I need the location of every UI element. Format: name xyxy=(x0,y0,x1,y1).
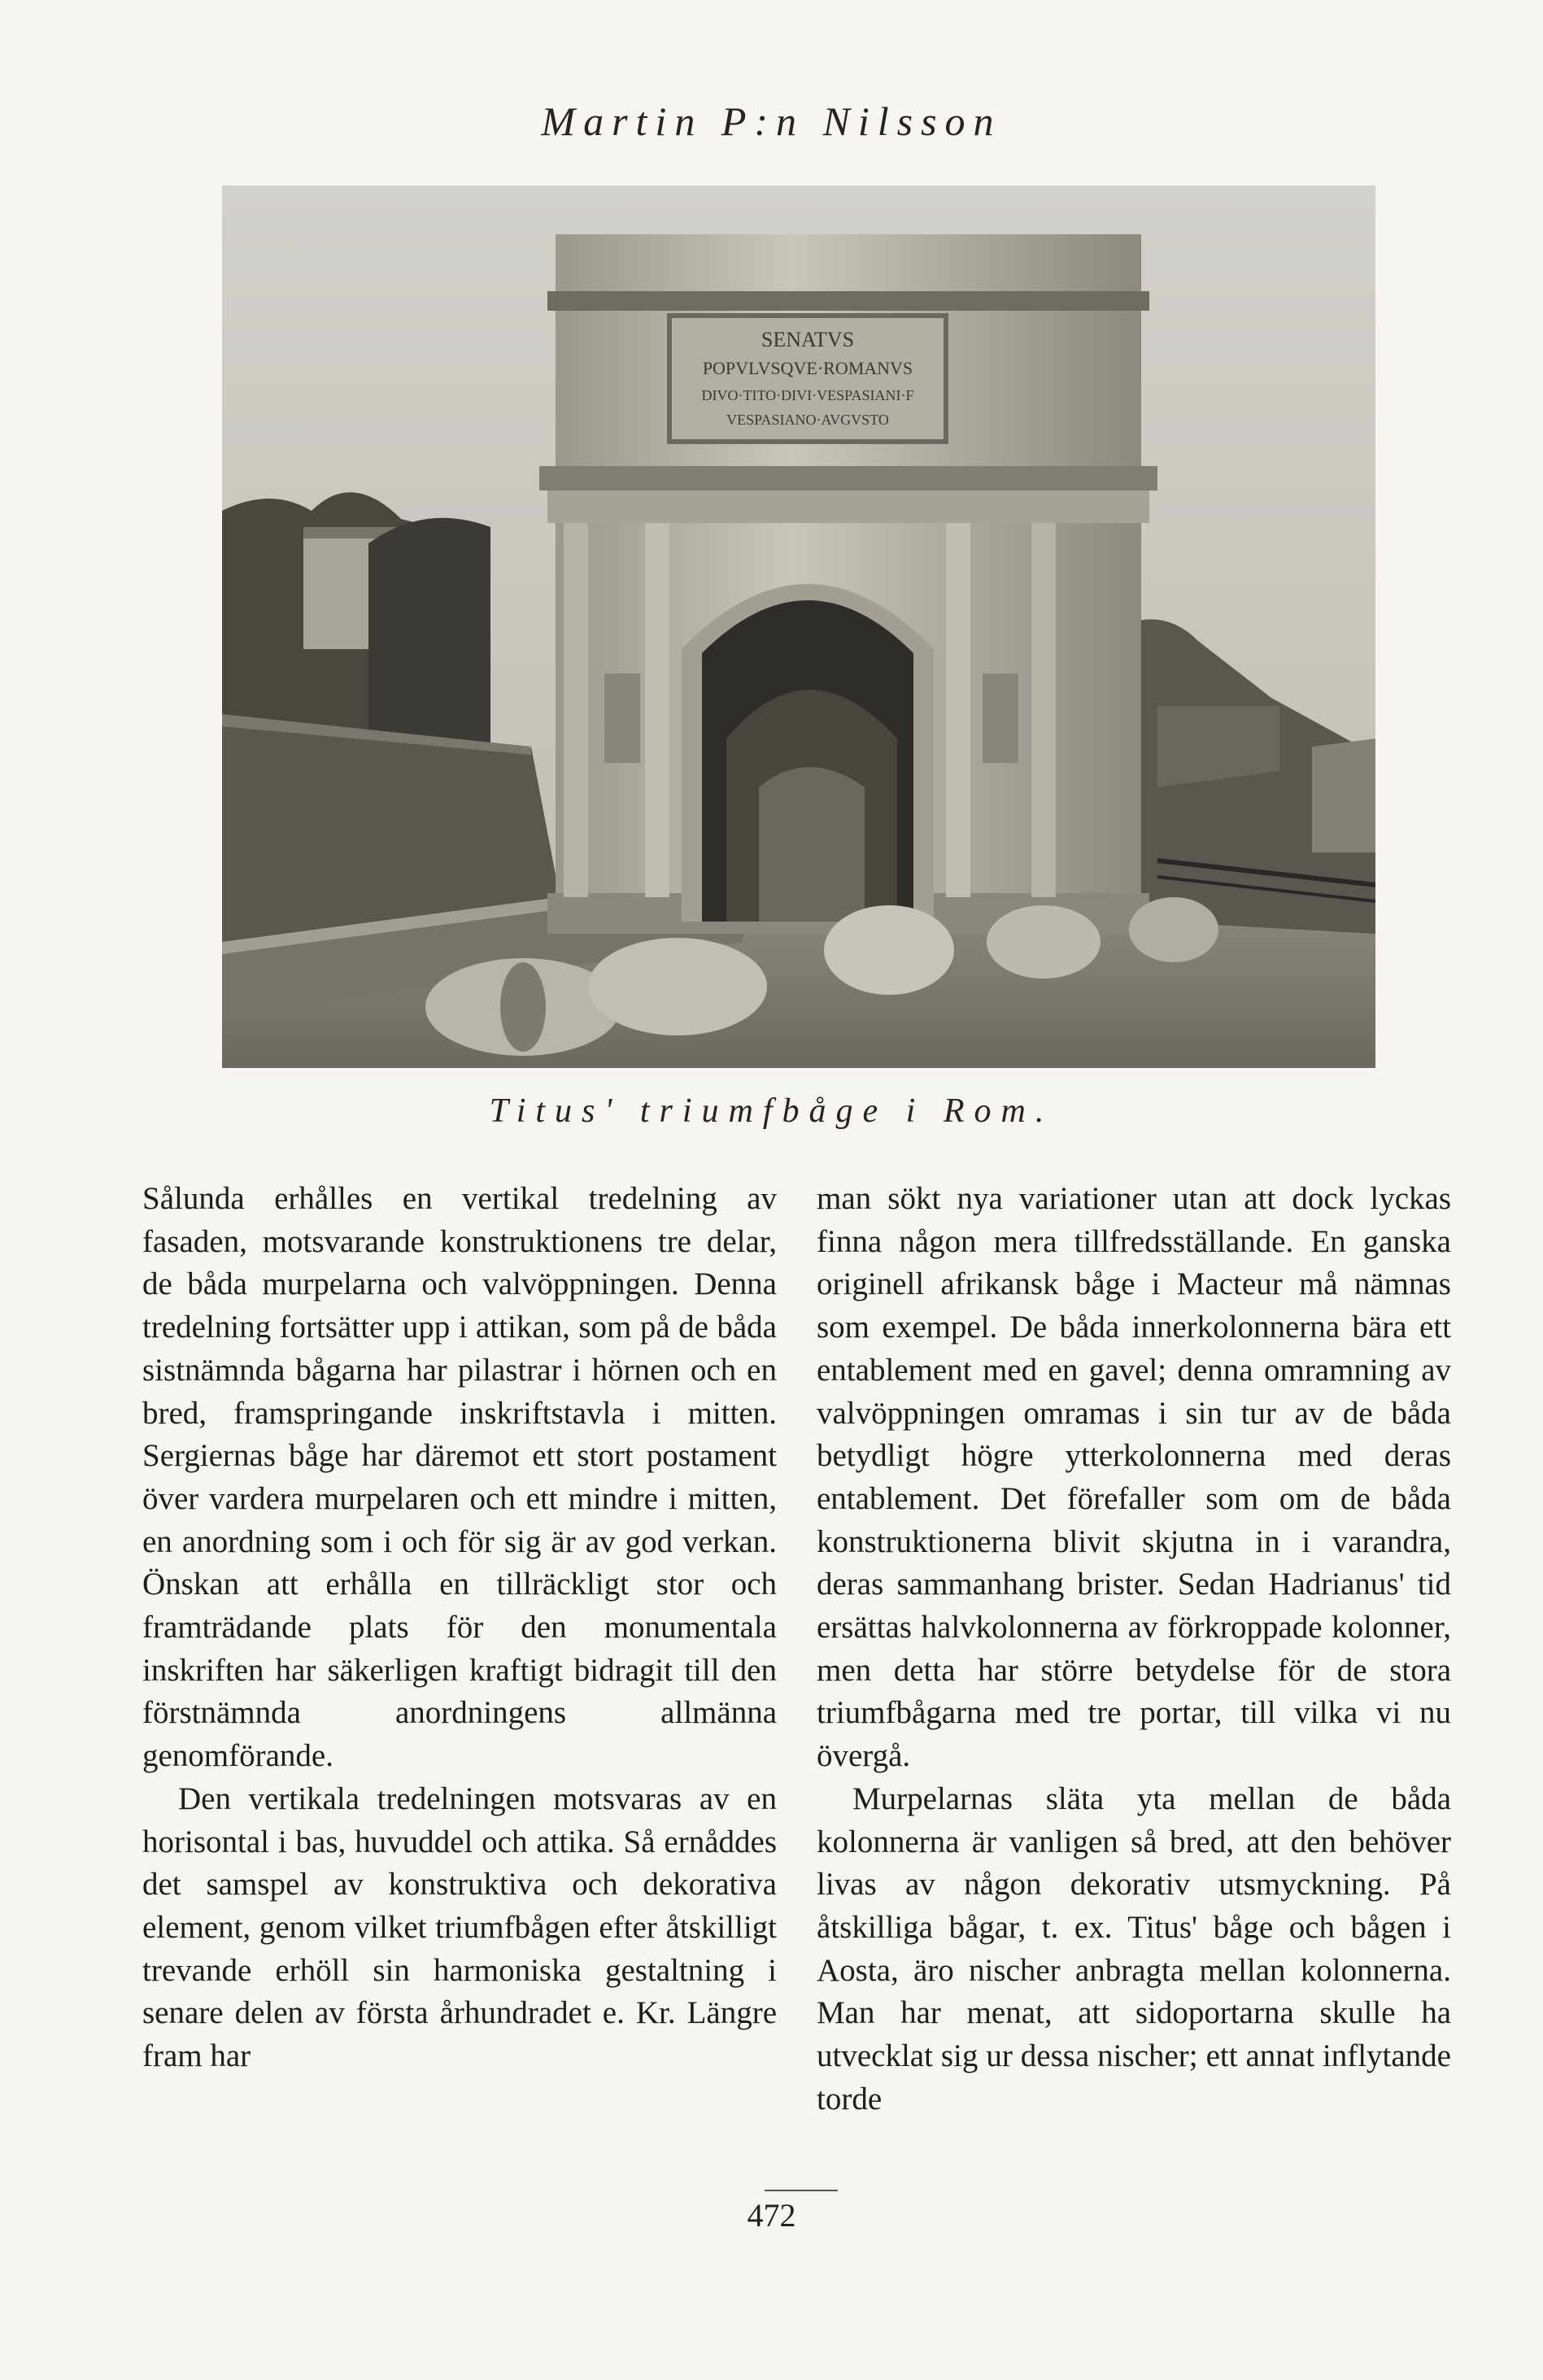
inscription-line-3: DIVO·TITO·DIVI·VESPASIANI·F xyxy=(701,387,914,403)
footer-rule xyxy=(765,2190,838,2191)
left-column xyxy=(142,1178,777,2078)
inscription-line-2: POPVLVSQVE·ROMANVS xyxy=(702,358,913,378)
right-column xyxy=(817,1178,1451,2121)
running-header: Martin P:n Nilsson xyxy=(541,98,1002,144)
page-number: 472 xyxy=(747,2197,796,2234)
paragraph: man sökt nya variationer utan att dock lyckas finna någon mera tillfredsställande. En ganska originell afrikansk båge i Macteur må nämnas som exempel. De båda innerkolonnerna bära ett entablement med en gavel; denna omramning av valvöppningen omramas i sin tur av de båda betydligt högre ytterkolonnerna med deras entablement. Det förefaller som om de båda konstruktionerna blivit skjutna in i varandra, deras sammanhang brister. Sedan Hadrianus' tid ersättas halvkolonnerna av förkroppade kolonner, men detta har större betydelse för de stora triumfbågarna med tre portar, till vilka vi nu övergå. xyxy=(817,1181,1451,1774)
inscription-line-4: VESPASIANO·AVGVSTO xyxy=(726,412,889,428)
paragraph: Murpelarnas släta yta mellan de båda kolonnerna är vanligen så bred, att den behöver livas av någon dekorativ utsmyckning. På åtskilliga bågar, t. ex. Titus' båge och bågen i Aosta, äro nischer anbragta mellan kolonnerna. Man har menat, att sidoportarna skulle ha utvecklat sig ur dessa nischer; ett annat inflytande torde xyxy=(817,1781,1451,2116)
inscription-line-1: SENATVS xyxy=(761,328,855,351)
paragraph: Den vertikala tredelningen motsvaras av en horisontal i bas, huvuddel och attika. Så ernåddes det samspel av konstruktiva och dekorativa element, genom vilket triumfbågen efter åtskilligt trevande erhöll sin harmoniska gestaltning i senare delen av första århundradet e. Kr. Längre fram har xyxy=(142,1781,777,2074)
arch-of-titus-photograph xyxy=(222,185,1375,1068)
figure-caption: Titus' triumfbåge i Rom. xyxy=(489,1092,1054,1130)
paragraph: Sålunda erhålles en vertikal tredelning av fasaden, motsvarande konstruktionens tre delar, de båda murpelarna och valvöppningen. Denna tredelning fortsätter upp i attikan, som på de båda sistnämnda bågarna har pilastrar i hörnen och en bred, framspringande inskriftstavla i mitten. Sergiernas båge har däremot ett stort postament över vardera murpelaren och ett mindre i mitten, en anordning som i och för sig är av god verkan. Önskan att erhålla en tillräckligt stor och framträdande plats för den monumentala inskriften har säkerligen kraftigt bidragit till den förstnämnda anordningens allmänna genomförande. xyxy=(142,1181,777,1774)
